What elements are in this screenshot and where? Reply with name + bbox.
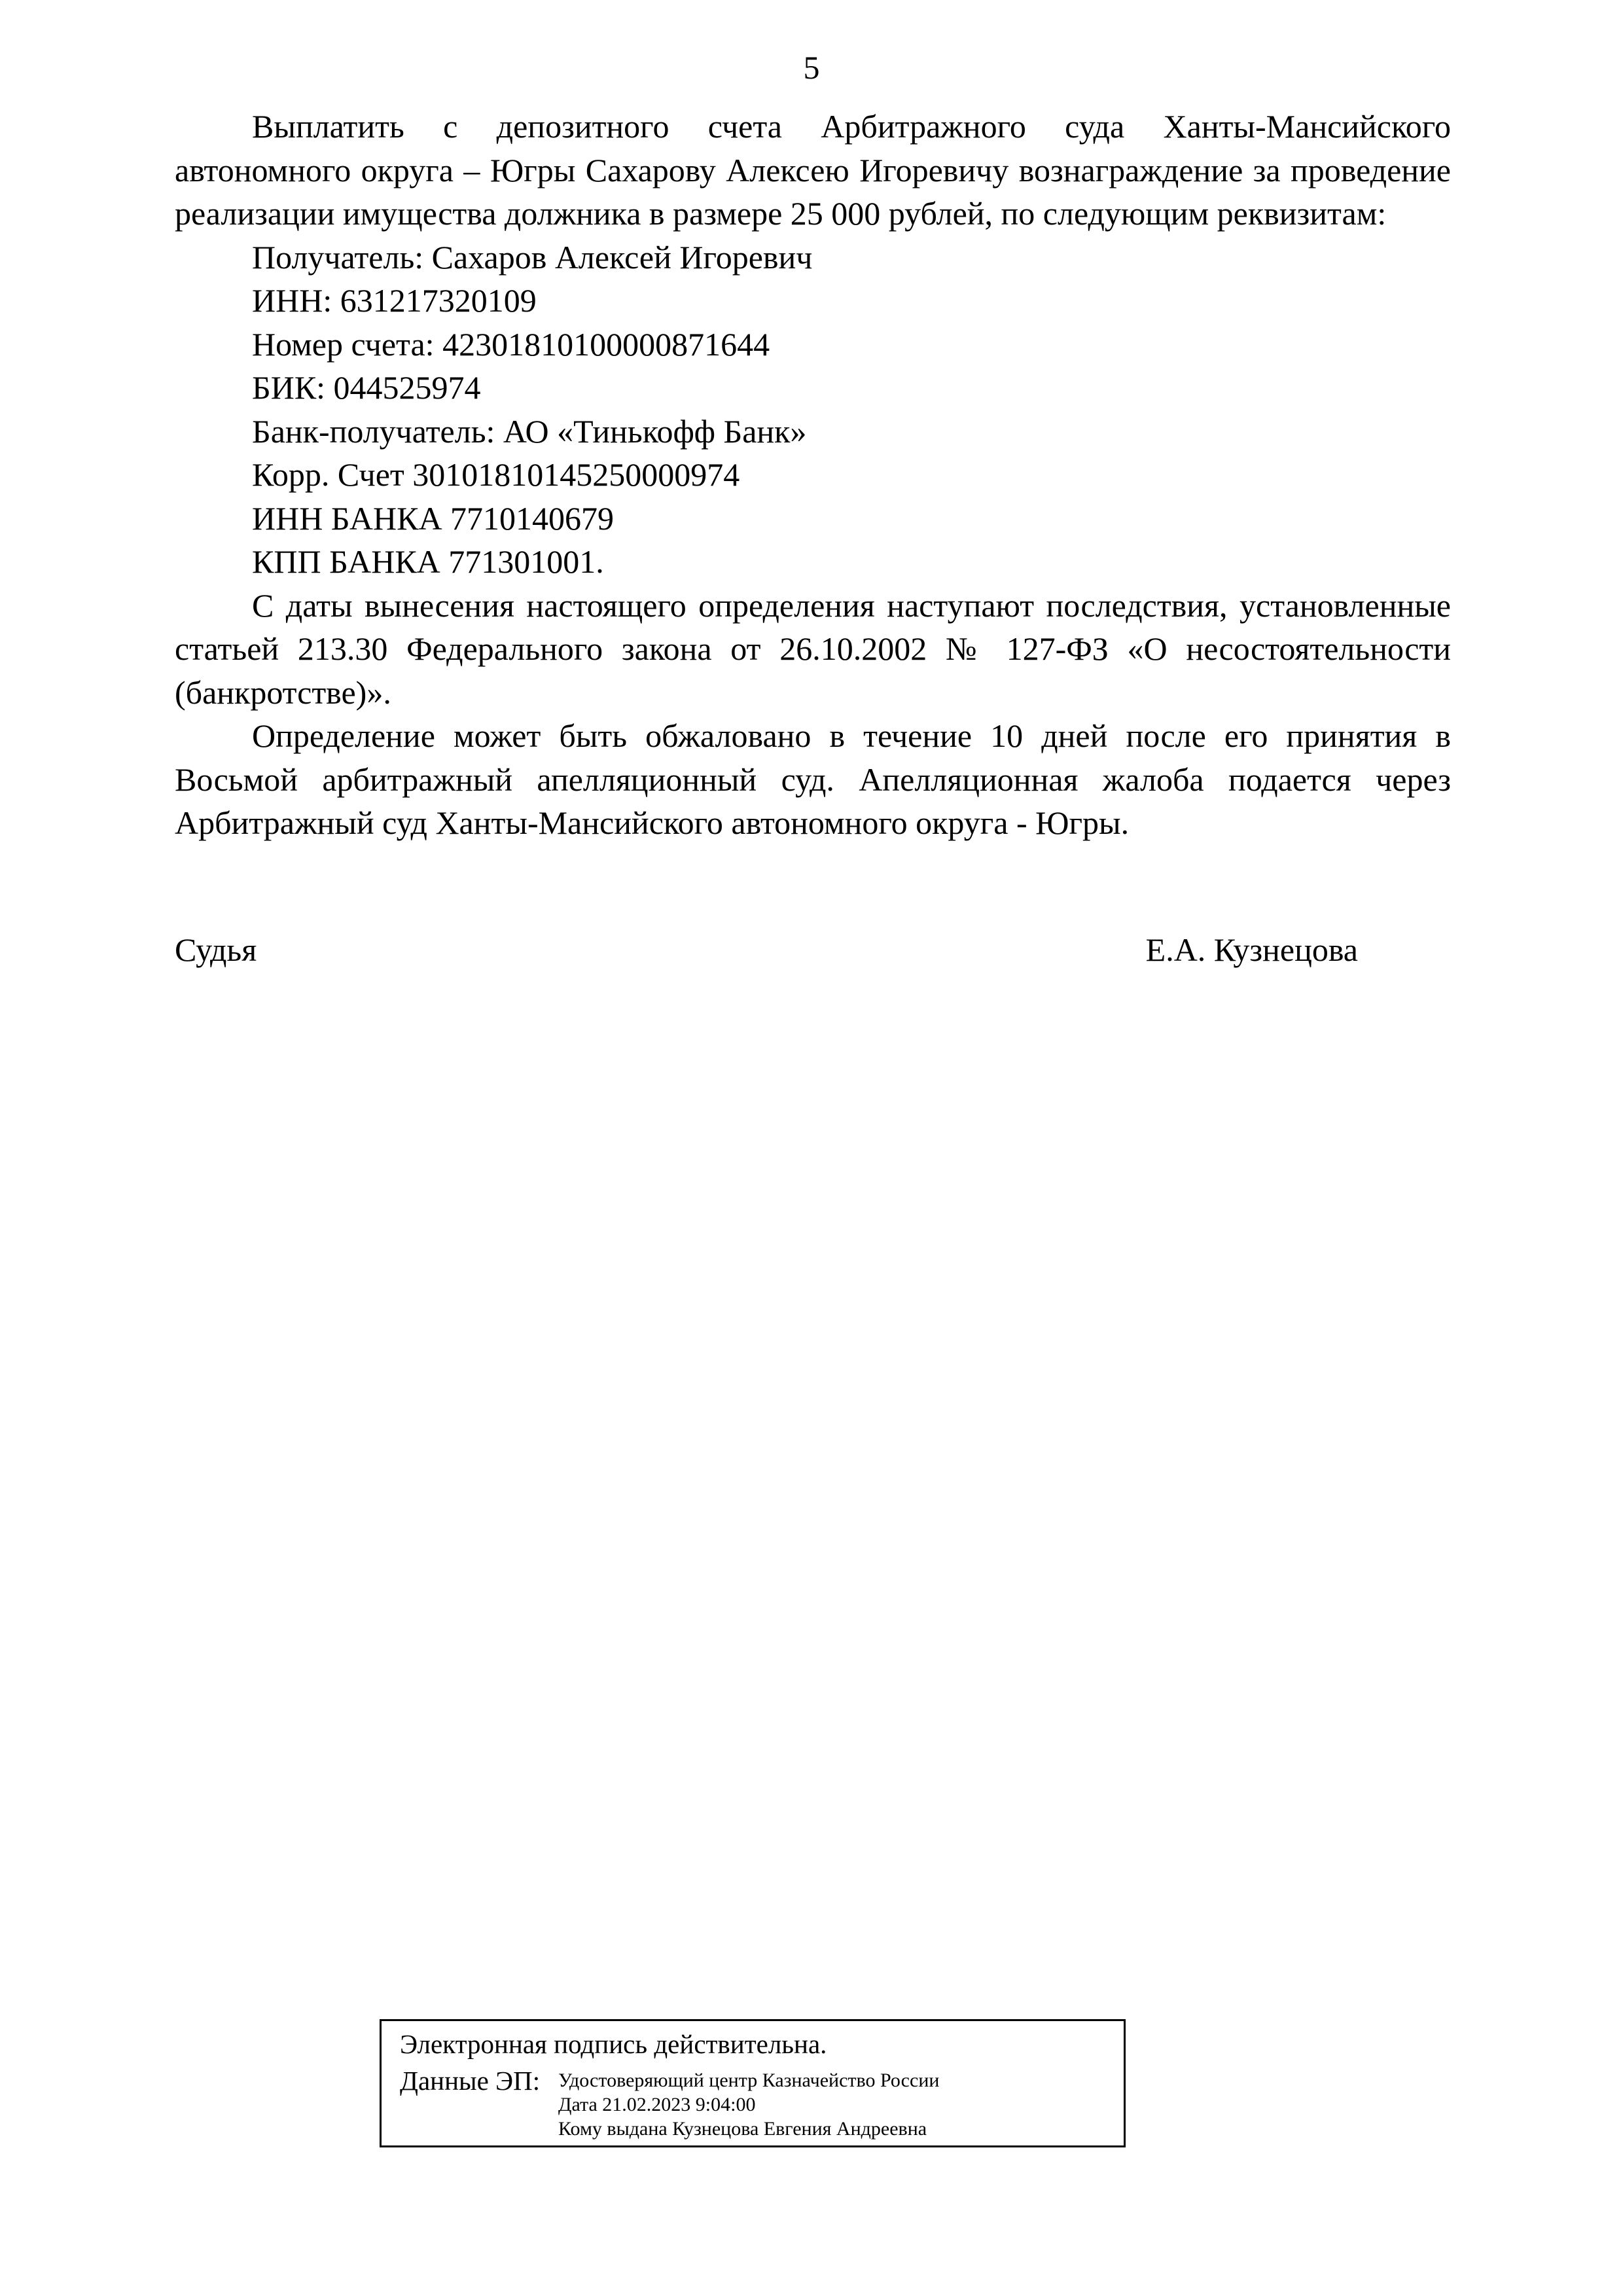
esig-title: Электронная подпись действительна. [400, 2029, 827, 2059]
appeal-paragraph: Определение может быть обжаловано в течение 10 дней после его принятия в Восьмой арбитражный апелляционный суд. Апелляционная жалоба подается через Арбитражный суд Ханты-Мансийского автономного округа - Югры. [175, 717, 1451, 841]
document-body [175, 105, 1451, 845]
judge-name: Е.А. Кузнецова [1145, 931, 1358, 968]
page-number: 5 [803, 49, 820, 86]
payout-paragraph: Выплатить с депозитного счета Арбитражного суда Ханты-Мансийского автономного округа – Югры Сахарову Алексею Игоревичу вознаграждение за проведение реализации имущества должника в размере 25 000 рублей, по следующим реквизитам: [175, 108, 1451, 232]
requisite-bank-kpp: КПП БАНКА 771301001. [252, 543, 604, 580]
requisite-inn: ИНН: 631217320109 [252, 282, 537, 319]
consequences-paragraph: С даты вынесения настоящего определения наступают последствия, установленные статьей 213.30 Федерального закона от 26.10.2002 № 127-ФЗ «О несостоятельности (банкротстве)». [175, 586, 1451, 711]
esig-date: Дата 21.02.2023 9:04:00 [558, 2094, 756, 2115]
esig-issuer: Удостоверяющий центр Казначейство России [558, 2070, 940, 2091]
requisite-recipient: Получатель: Сахаров Алексей Игоревич [252, 238, 813, 276]
electronic-signature-stamp [380, 2019, 1126, 2147]
signature-row [175, 928, 1358, 971]
requisite-account: Номер счета: 42301810100000871644 [252, 325, 770, 363]
requisite-corr-account: Корр. Счет 30101810145250000974 [252, 456, 740, 493]
requisite-bik: БИК: 044525974 [252, 369, 481, 406]
requisite-bank: Банк-получатель: АО «Тинькофф Банк» [252, 412, 807, 450]
esig-label: Данные ЭП: [400, 2066, 541, 2096]
esig-details [558, 2068, 939, 2141]
esig-issued-to: Кому выдана Кузнецова Евгения Андреевна [558, 2118, 927, 2140]
judge-role: Судья [175, 931, 257, 968]
requisite-bank-inn: ИНН БАНКА 7710140679 [252, 499, 615, 537]
